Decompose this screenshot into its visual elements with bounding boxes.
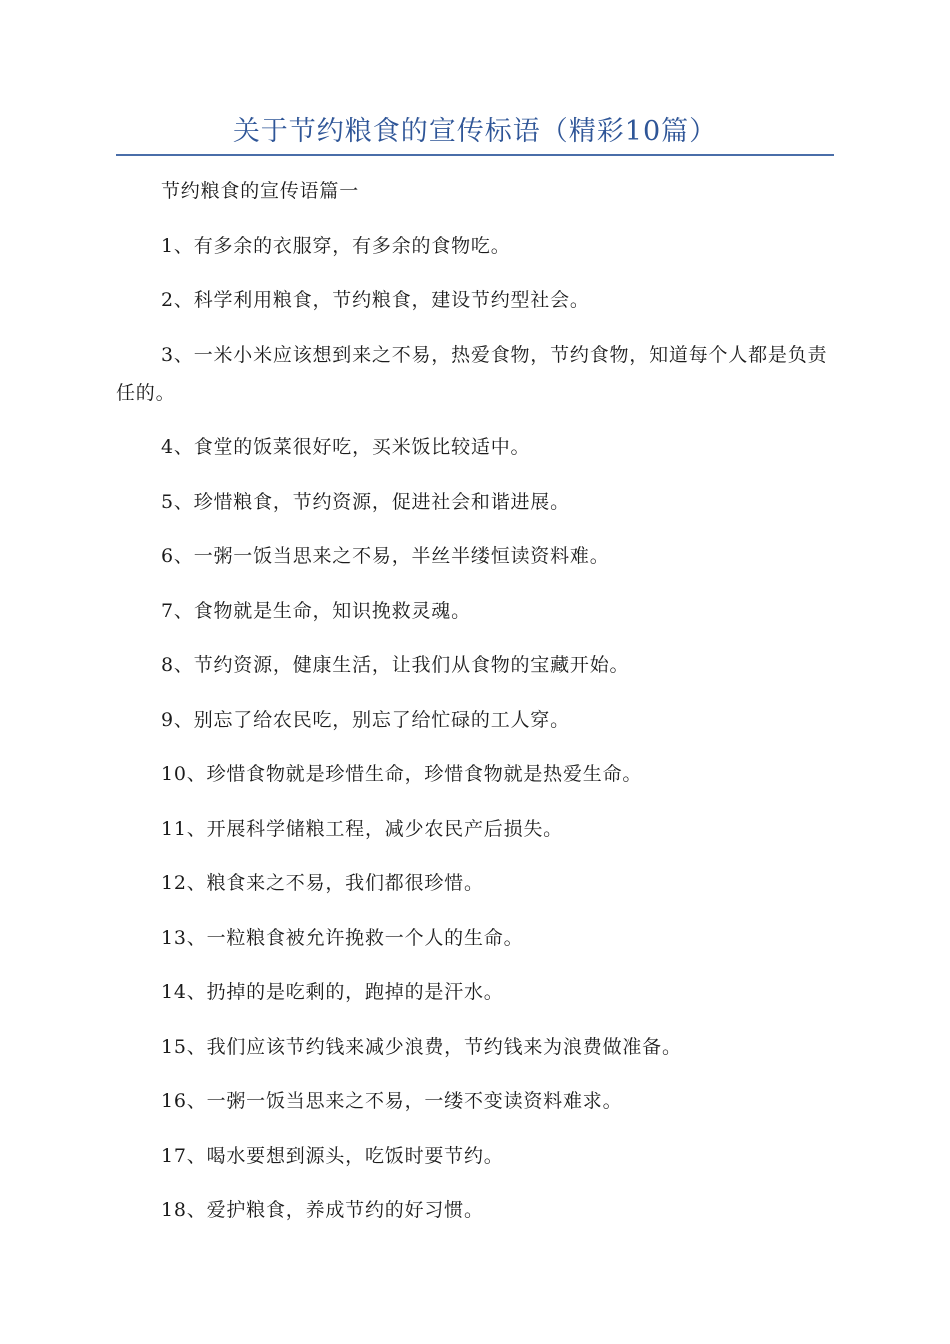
slogan-item: 1、有多余的衣服穿，有多余的食物吃。 [161, 234, 511, 257]
title-underline [116, 154, 834, 156]
slogan-item: 12、粮食来之不易，我们都很珍惜。 [161, 872, 484, 894]
slogan-item: 3、一米小米应该想到来之不易，热爱食物，节约食物，知道每个人都是负责任的。 [116, 343, 828, 404]
slogan-item: 9、别忘了给农民吃，别忘了给忙碌的工人穿。 [161, 708, 570, 731]
slogan-item: 6、一粥一饭当思来之不易，半丝半缕恒读资料难。 [161, 545, 610, 567]
slogan-item: 7、食物就是生命，知识挽救灵魂。 [161, 599, 471, 622]
slogan-item: 2、科学利用粮食，节约粮食，建设节约型社会。 [161, 289, 590, 311]
slogan-item: 16、一粥一饭当思来之不易，一缕不变读资料难求。 [161, 1090, 623, 1112]
slogan-item: 15、我们应该节约钱来减少浪费，节约钱来为浪费做准备。 [161, 1035, 682, 1058]
slogan-item: 8、节约资源，健康生活，让我们从食物的宝藏开始。 [161, 654, 630, 676]
slogan-item: 11、开展科学储粮工程，减少农民产后损失。 [161, 817, 563, 840]
slogan-item: 17、喝水要想到源头，吃饭时要节约。 [161, 1144, 504, 1167]
slogan-item: 13、一粒粮食被允许挽救一个人的生命。 [161, 926, 524, 949]
slogan-item: 14、扔掉的是吃剩的，跑掉的是汗水。 [161, 981, 504, 1003]
slogan-item: 18、爱护粮食，养成节约的好习惯。 [161, 1199, 484, 1221]
section-heading: 节约粮食的宣传语篇一 [161, 180, 360, 202]
document-body [116, 172, 834, 1246]
slogan-item: 4、食堂的饭菜很好吃，买米饭比较适中。 [161, 436, 531, 458]
slogan-item: 5、珍惜粮食，节约资源，促进社会和谐进展。 [161, 490, 570, 513]
slogan-item: 10、珍惜食物就是珍惜生命，珍惜食物就是热爱生命。 [161, 763, 643, 785]
document-title: 关于节约粮食的宣传标语（精彩10篇） [232, 116, 718, 147]
